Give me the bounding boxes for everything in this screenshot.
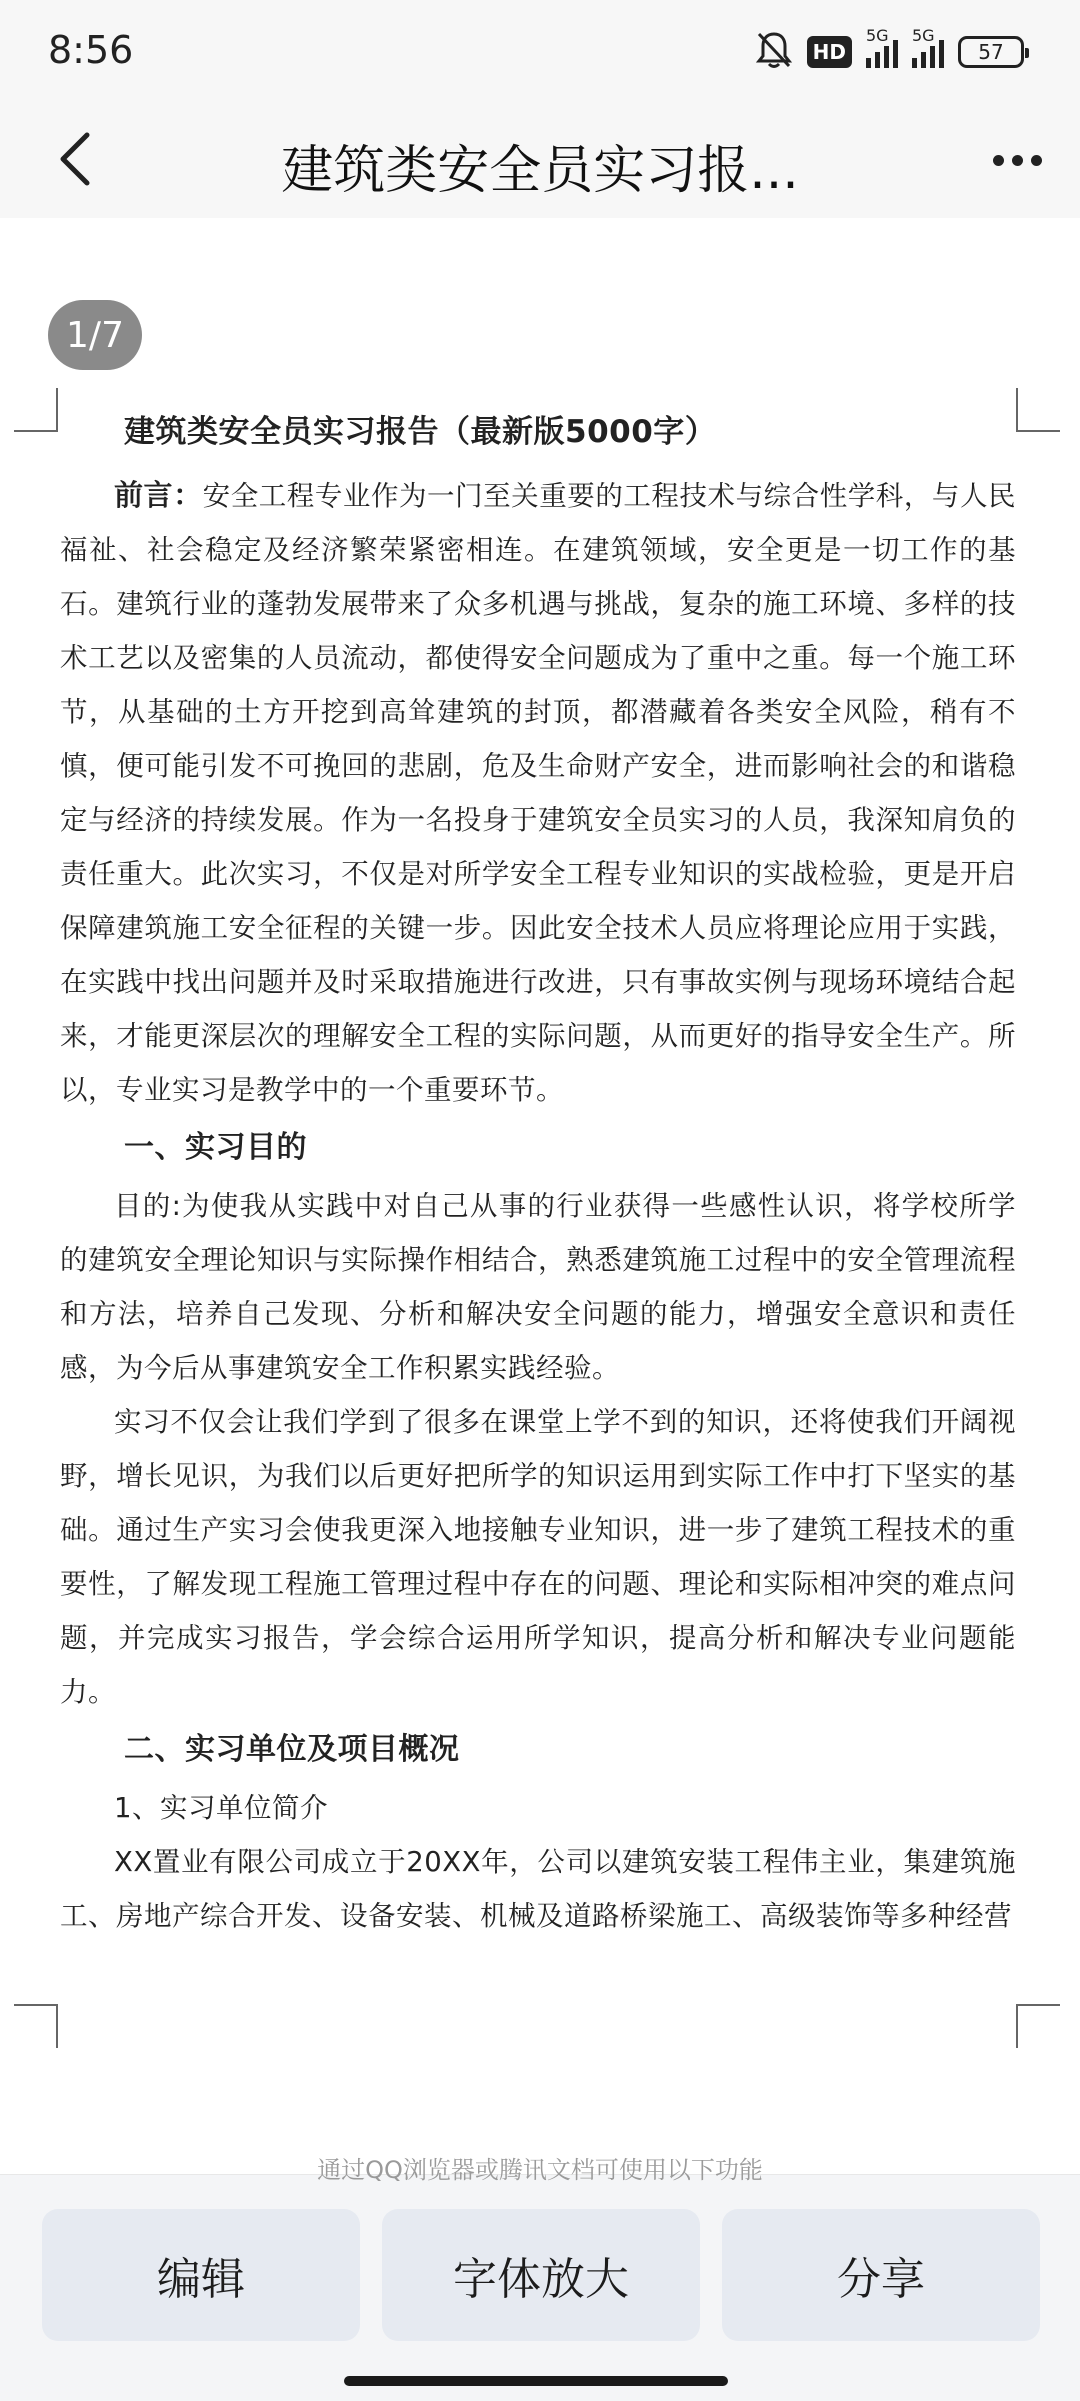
document-page [60, 398, 1016, 1943]
preface-label: 前言： [114, 478, 203, 512]
hd-badge: HD [807, 36, 852, 68]
share-button[interactable]: 分享 [722, 2209, 1040, 2341]
paragraph: 实习不仅会让我们学到了很多在课堂上学不到的知识，还将使我们开阔视野，增长见识，为我们以后更好把所学的知识运用到实际工作中打下坚实的基础。通过生产实习会使我更深入地接触专业知识，进一步了建筑工程技术的重要性，了解发现工程施工管理过程中存在的问题、理论和实际相冲突的难点问题，并完成实习报告，学会综合运用所学知识，提高分析和解决专业问题能力。 [60, 1406, 1016, 1708]
page-corner-mark [1016, 2004, 1060, 2048]
mute-bell-icon [755, 30, 793, 74]
edit-button[interactable]: 编辑 [42, 2209, 360, 2341]
title-bar [0, 100, 1080, 218]
section-heading: 一、实习目的 [124, 1130, 307, 1165]
section-heading: 二、实习单位及项目概况 [124, 1732, 460, 1767]
network-type-label: 5G [912, 26, 935, 45]
network-type-label: 5G [866, 26, 889, 45]
status-icons [755, 26, 1024, 74]
page-indicator: 1/7 [48, 300, 142, 370]
document-viewer[interactable] [0, 218, 1080, 2178]
paragraph: XX置业有限公司成立于20XX年，公司以建筑安装工程伟主业，集建筑施工、房地产综合开发、设备安装、机械及道路桥梁施工、高级装饰等多种经营 [60, 1846, 1016, 1932]
page-corner-mark [1016, 388, 1060, 432]
home-indicator[interactable] [344, 2376, 728, 2386]
feature-notice: 通过QQ浏览器或腾讯文档可使用以下功能 [317, 2156, 763, 2184]
subsection-heading: 1、实习单位简介 [114, 1792, 328, 1824]
paragraph: 目的:为使我从实践中对自己从事的行业获得一些感性认识，将学校所学的建筑安全理论知识与实际操作相结合，熟悉建筑施工过程中的安全管理流程和方法，培养自己发现、分析和解决安全问题的能力，增强安全意识和责任感，为今后从事建筑安全工作积累实践经验。 [60, 1190, 1016, 1384]
page-corner-mark [14, 2004, 58, 2048]
signal-icon [866, 26, 898, 68]
more-dots-icon [993, 155, 1004, 166]
chevron-left-icon [55, 131, 95, 187]
more-options-button[interactable] [982, 130, 1052, 190]
action-buttons [42, 2209, 1040, 2341]
signal-icon [912, 26, 944, 68]
preface-paragraph [60, 468, 1016, 1117]
enlarge-font-button[interactable]: 字体放大 [382, 2209, 700, 2341]
page-title: 建筑类安全员实习报... [281, 141, 799, 201]
document-title: 建筑类安全员实习报告（最新版5000字） [124, 414, 717, 450]
status-bar [0, 0, 1080, 100]
status-time: 8:56 [48, 28, 134, 72]
back-button[interactable] [40, 122, 110, 196]
page-corner-mark [14, 388, 58, 432]
battery-icon: 57 [958, 36, 1024, 68]
bottom-action-bar [0, 2174, 1080, 2401]
preface-text: 安全工程专业作为一门至关重要的工程技术与综合性学科，与人民福祉、社会稳定及经济繁荣紧密相连。在建筑领域，安全更是一切工作的基石。建筑行业的蓬勃发展带来了众多机遇与挑战，复杂的施工环境、多样的技术工艺以及密集的人员流动，都使得安全问题成为了重中之重。每一个施工环节，从基础的土方开挖到高耸建筑的封顶，都潜藏着各类安全风险，稍有不慎，便可能引发不可挽回的悲剧，危及生命财产安全，进而影响社会的和谐稳定与经济的持续发展。作为一名投身于建筑安全员实习的人员，我深知肩负的责任重大。此次实习，不仅是对所学安全工程专业知识的实战检验，更是开启保障建筑施工安全征程的关键一步。因此安全技术人员应将理论应用于实践，在实践中找出问题并及时采取措施进行改进，只有事故实例与现场环境结合起来，才能更深层次的理解安全工程的实际问题，从而更好的指导安全生产。所以，专业实习是教学中的一个重要环节。 [60, 480, 1016, 1106]
